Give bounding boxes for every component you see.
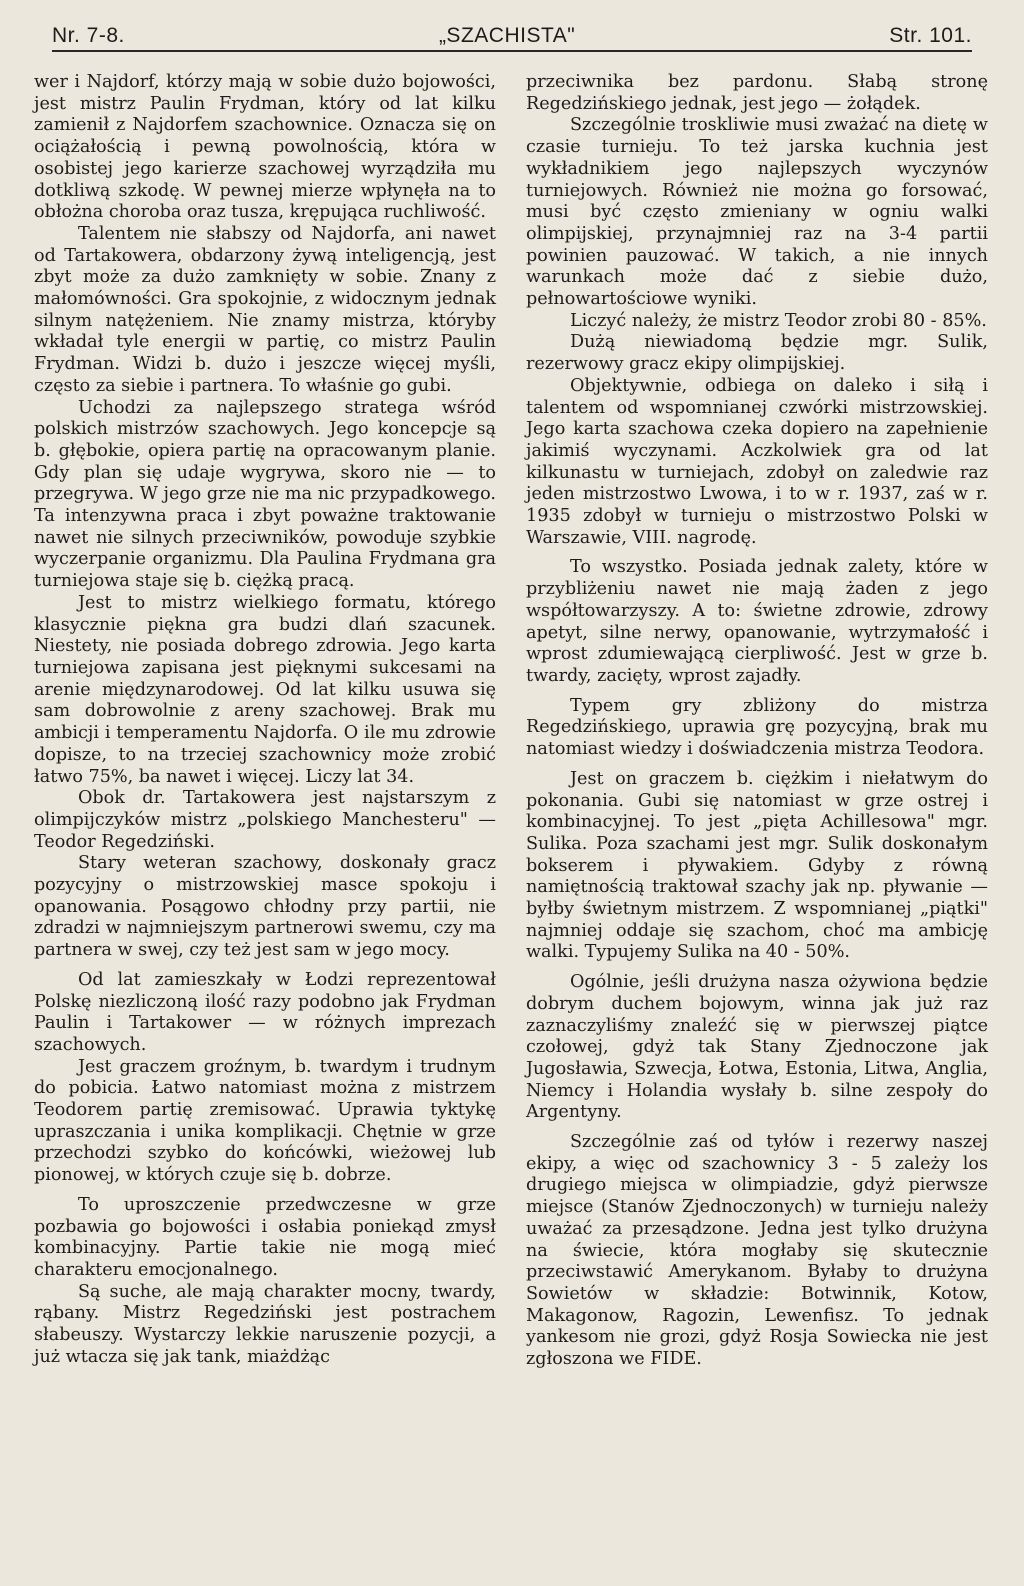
right-column <box>526 72 988 1371</box>
paragraph: Od lat zamieszkały w Łodzi reprezentował Polskę niezliczoną ilość razy podobno jak Frydman Paulin i Tartakower — w różnych imprezach szachowych. <box>34 969 496 1055</box>
running-header <box>52 14 972 52</box>
paragraph: przeciwnika bez pardonu. Słabą stronę Regedzińskiego jednak, jest jego — żołądek. <box>526 72 988 114</box>
paragraph: Objektywnie, odbiega on daleko i siłą i talentem od wspomnianej czwórki mistrzowskiej. Jego karta szachowa czeka dopiero na zapełnienie jakimiś wyczynami. Aczkolwiek gra od lat kilkunastu w turniejach, zdobył on zaledwie raz jeden mistrzostwo Lwowa, i to w r. 1937, zaś w r. 1935 zdobył w turnieju o mistrzostwo Polski w Warszawie, VIII. nagrodę. <box>526 375 988 548</box>
paragraph: Uchodzi za najlepszego stratega wśród polskich mistrzów szachowych. Jego koncepcje są b. głębokie, opiera partię na opracowanym planie. Gdy plan się udaje wygrywa, skoro nie — to przegrywa. W jego grze nie ma nic przypadkowego. Ta intenzywna praca i zbyt poważne traktowanie nawet nie silnych przeciwników, powoduje szybkie wyczerpanie organizmu. Dla Paulina Frydmana gra turniejowa staje się b. ciężką pracą. <box>34 397 496 592</box>
paragraph: Typem gry zbliżony do mistrza Regedzińskiego, uprawia grę pozycyjną, brak mu natomiast wiedzy i doświadczenia mistrza Teodora. <box>526 695 988 760</box>
paragraph: To wszystko. Posiada jednak zalety, które w przybliżeniu nawet nie mają żaden z jego współtowarzyszy. A to: świetne zdrowie, zdrowy apetyt, silne nerwy, opanowanie, wytrzymałość i wprost zdumiewającą cierpliwość. Jest w grze b. twardy, zacięty, wprost zajadły. <box>526 557 988 686</box>
paragraph: wer i Najdorf, którzy mają w sobie dużo bojowości, jest mistrz Paulin Frydman, który od lat kilku zamienił z Najdorfem szachownice. Oznacza się on ociążałością i pewną powolnością, która w osobistej jego karierze szachowej wyrządziła mu dotkliwą szkodę. W pewnej mierze wpłynęła na to obłożna choroba oraz tusza, krępująca ruchliwość. <box>34 72 496 223</box>
paragraph: Szczególnie troskliwie musi zważać na dietę w czasie turnieju. To też jarska kuchnia jest wykładnikiem jego najlepszych wyczynów turniejowych. Również nie można go forsować, musi być często zmieniany w ogniu walki olimpijskiej, przynajmniej raz na 3-4 partii powinien pauzować. W takich, a nie innych warunkach może dać z siebie dużo, pełnowartościowe wyniki. <box>526 115 988 310</box>
paragraph: Są suche, ale mają charakter mocny, twardy, rąbany. Mistrz Regedziński jest postrachem słabeuszy. Wystarczy lekkie naruszenie pozycji, a już wtacza się jak tank, miażdżąc <box>34 1281 496 1367</box>
paragraph: Jest to mistrz wielkiego formatu, którego klasycznie piękna gra budzi dlań szacunek. Niestety, nie posiada dobrego zdrowia. Jego karta turniejowa zapisana jest pięknymi sukcesami na arenie międzynarodowej. Od lat kilku usuwa się sam dobrowolnie z areny szachowej. Brak mu ambicji i temperamentu Najdorfa. O ile mu zdrowie dopisze, to na trzeciej szachownicy może zrobić łatwo 75%, ba nawet i więcej. Liczy lat 34. <box>34 592 496 787</box>
paragraph: Szczególnie zaś od tyłów i rezerwy naszej ekipy, a więc od szachownicy 3 - 5 zależy los drugiego miejsca w olimpiadzie, gdyż pierwsze miejsce (Stanów Zjednoczonych) w turnieju należy uważać za przesądzone. Jedna jest tylko drużyna na świecie, która mogłaby się skutecznie przeciwstawić Amerykanom. Byłaby to drużyna Sowietów w składzie: Botwinnik, Kotow, Makagonow, Ragozin, Lewenfisz. To jednak yankesom nie grozi, gdyż Rosja Sowiecka nie jest zgłoszona we FIDE. <box>526 1132 988 1370</box>
issue-number: Nr. 7-8. <box>52 24 125 47</box>
paragraph: Dużą niewiadomą będzie mgr. Sulik, rezerwowy gracz ekipy olimpijskiej. <box>526 332 988 375</box>
journal-title: „SZACHISTA" <box>438 24 576 47</box>
paragraph: Stary weteran szachowy, doskonały gracz pozycyjny o mistrzowskiej masce spokoju i opanowania. Posągowo chłodny przy partii, nie zdradzi w najmniejszym partnerowi swemu, czy ma partnera w swej, czy też jest sam w jego mocy. <box>34 853 496 961</box>
paragraph: Ogólnie, jeśli drużyna nasza ożywiona będzie dobrym duchem bojowym, winna jak już raz zaznaczyliśmy znaleźć się w pierwszej piątce czołowej, gdyż tak Stany Zjednoczone jak Jugosławia, Szwecja, Łotwa, Estonia, Litwa, Anglia, Niemcy i Holandia wysłały b. silne zespoły do Argentyny. <box>526 972 988 1123</box>
paragraph: Talentem nie słabszy od Najdorfa, ani nawet od Tartakowera, obdarzony żywą inteligencją, jest zbyt może za dużo zamknięty w sobie. Znany z małomówności. Gra spokojnie, z widocznym jednak silnym natężeniem. Nie znamy mistrza, któryby wkładał tyle energii w partię, co mistrz Paulin Frydman. Widzi b. dużo i jeszcze więcej myśli, często za siebie i partnera. To właśnie go gubi. <box>34 223 496 396</box>
page-number: Str. 101. <box>889 24 972 47</box>
paragraph: Liczyć należy, że mistrz Teodor zrobi 80 - 85%. <box>570 310 987 331</box>
paragraph: To uproszczenie przedwczesne w grze pozbawia go bojowości i osłabia poniekąd zmysł kombinacyjny. Partie takie nie mogą mieć charakteru emocjonalnego. <box>34 1194 496 1280</box>
paragraph: Jest on graczem b. ciężkim i niełatwym do pokonania. Gubi się natomiast w grze ostrej i kombinacyjnej. To jest „pięta Achillesowa" mgr. Sulika. Poza szachami jest mgr. Sulik doskonałym bokserem i pływakiem. Gdyby z równą namiętnością traktował szachy jak np. pływanie — byłby świetnym mistrzem. Z wspomnianej „piątki" najmniej oddaje się szachom, choć ma ambicję walki. Typujemy Sulika na 40 - 50%. <box>526 768 988 963</box>
left-column <box>34 72 496 1368</box>
paragraph: Jest graczem groźnym, b. twardym i trudnym do pobicia. Łatwo natomiast można z mistrzem Teodorem partię zremisować. Uprawia tyktykę upraszczania i unika komplikacji. Chętnie w grze przechodzi szybko do końcówki, wieżowej lub pionowej, w których czuje się b. dobrze. <box>34 1056 496 1186</box>
paragraph: Obok dr. Tartakowera jest najstarszym z olimpijczyków mistrz „polskiego Manchesteru" — Teodor Regedziński. <box>34 788 496 852</box>
